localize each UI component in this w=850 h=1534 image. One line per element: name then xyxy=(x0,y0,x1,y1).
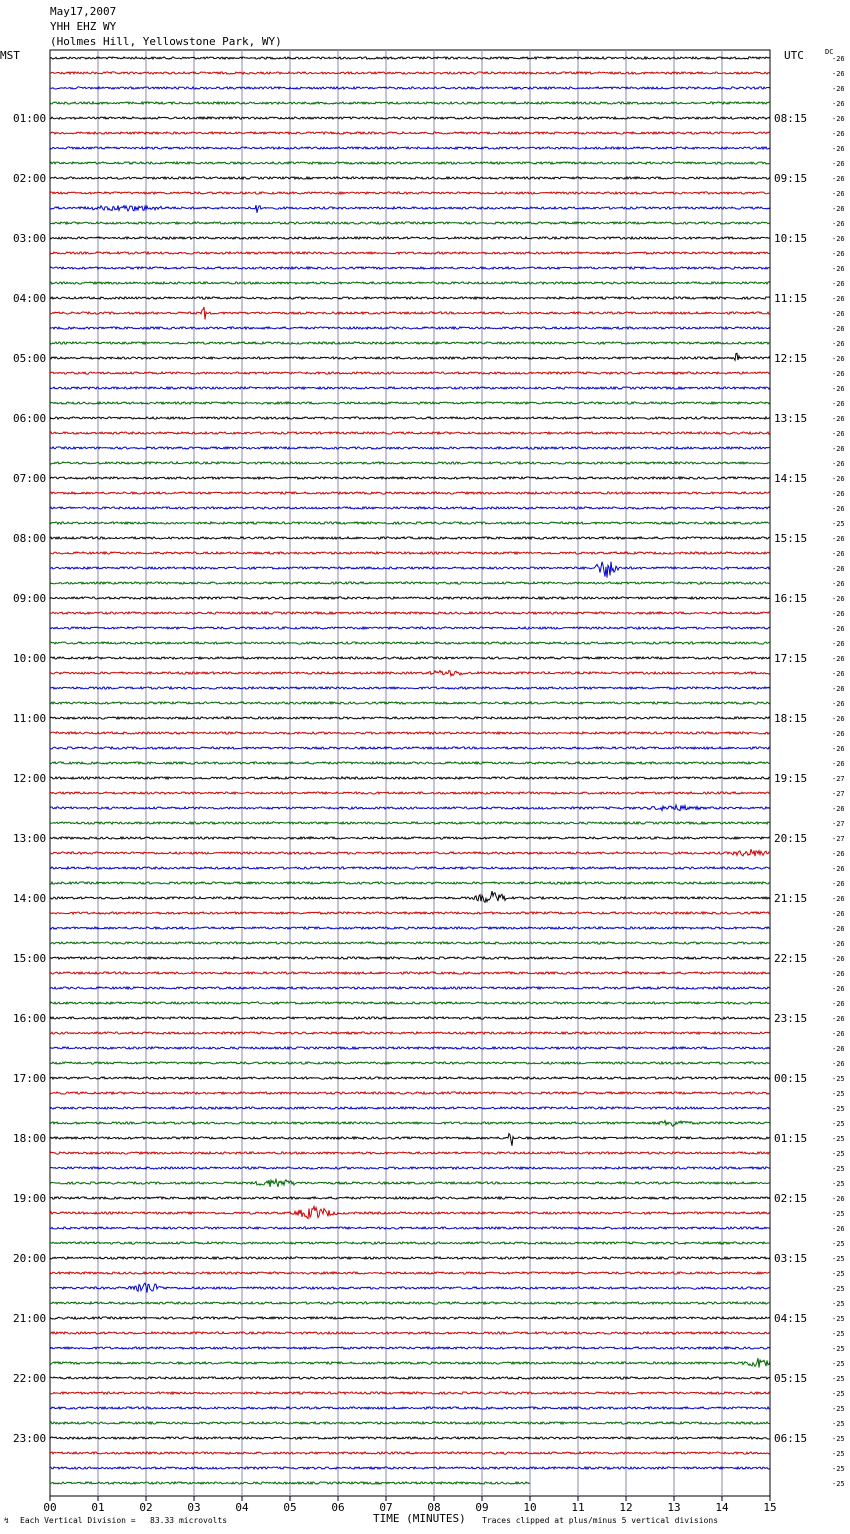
trace-line xyxy=(50,117,770,119)
trace-line xyxy=(50,477,770,479)
hour-label-right: 19:15 xyxy=(774,772,808,785)
trace-line xyxy=(50,642,770,644)
dc-offset-label: -25 xyxy=(832,1405,845,1413)
clip-note: Traces clipped at plus/minus 5 vertical divisions xyxy=(482,1516,719,1525)
trace-line xyxy=(50,447,770,449)
dc-offset-label: -26 xyxy=(832,190,845,198)
x-tick-label: 01 xyxy=(91,1501,105,1514)
hour-label-left: 04:00 xyxy=(13,292,47,305)
trace-line xyxy=(50,732,770,734)
dc-offset-label: -25 xyxy=(832,1240,845,1248)
trace-line xyxy=(50,1467,770,1469)
dc-offset-label: -26 xyxy=(832,925,845,933)
hour-label-right: 23:15 xyxy=(774,1012,808,1025)
x-tick-label: 13 xyxy=(667,1501,681,1514)
chart-subtitle: (Holmes Hill, Yellowstone Park, WY) xyxy=(50,35,282,48)
trace-line xyxy=(50,987,770,989)
dc-offset-label: -25 xyxy=(832,1300,845,1308)
trace-line xyxy=(50,627,770,629)
right-timezone-label: UTC xyxy=(784,49,804,62)
trace-line xyxy=(50,372,770,374)
dc-offset-label: -26 xyxy=(832,295,845,303)
trace-line xyxy=(50,612,770,614)
x-tick-label: 10 xyxy=(523,1501,537,1514)
trace-line xyxy=(50,882,770,884)
dc-offset-label: -26 xyxy=(832,580,845,588)
dc-offset-label: -26 xyxy=(832,595,845,603)
x-tick-label: 11 xyxy=(571,1501,585,1514)
trace-line xyxy=(50,237,770,239)
dc-offset-label: -26 xyxy=(832,325,845,333)
dc-offset-label: -26 xyxy=(832,355,845,363)
dc-offset-label: -25 xyxy=(832,1465,845,1473)
dc-offset-label: -26 xyxy=(832,370,845,378)
trace-line xyxy=(50,177,770,179)
trace-line xyxy=(50,297,770,299)
hour-label-right: 05:15 xyxy=(774,1372,808,1385)
hour-label-right: 17:15 xyxy=(774,652,808,665)
dc-offset-label: -26 xyxy=(832,220,845,228)
dc-offset-label: -26 xyxy=(832,445,845,453)
dc-offset-label: -26 xyxy=(832,625,845,633)
trace-line xyxy=(50,417,770,419)
trace-line xyxy=(50,792,770,794)
trace-line xyxy=(50,1167,770,1169)
dc-offset-label: -26 xyxy=(832,235,845,243)
dc-offset-label: -25 xyxy=(832,1390,845,1398)
trace-line xyxy=(50,849,770,856)
dc-offset-label: -26 xyxy=(832,940,845,948)
dc-offset-label: -26 xyxy=(832,865,845,873)
hour-label-right: 04:15 xyxy=(774,1312,808,1325)
dc-label: DC xyxy=(825,48,834,56)
dc-offset-label: -26 xyxy=(832,670,845,678)
dc-offset-label: -26 xyxy=(832,745,845,753)
hour-label-left: 05:00 xyxy=(13,352,47,365)
trace-line xyxy=(50,462,770,464)
trace-line xyxy=(50,1107,770,1109)
dc-offset-label: -26 xyxy=(832,505,845,513)
trace-line xyxy=(50,307,770,320)
trace-line xyxy=(50,522,770,524)
trace-line xyxy=(50,1197,770,1199)
dc-offset-label: -26 xyxy=(832,115,845,123)
hour-label-left: 21:00 xyxy=(13,1312,47,1325)
trace-line xyxy=(50,942,770,944)
dc-offset-label: -26 xyxy=(832,880,845,888)
dc-offset-label: -26 xyxy=(832,760,845,768)
hour-label-right: 22:15 xyxy=(774,952,808,965)
trace-line xyxy=(50,582,770,584)
chart-date: May17,2007 xyxy=(50,5,117,18)
dc-offset-label: -26 xyxy=(832,415,845,423)
dc-offset-label: -25 xyxy=(832,1165,845,1173)
dc-offset-label: -26 xyxy=(832,535,845,543)
dc-offset-label: -26 xyxy=(832,1045,845,1053)
trace-line xyxy=(50,353,770,360)
dc-offset-label: -26 xyxy=(832,985,845,993)
dc-offset-label: -26 xyxy=(832,130,845,138)
hour-label-left: 16:00 xyxy=(13,1012,47,1025)
dc-offset-label: -26 xyxy=(832,610,845,618)
x-tick-label: 00 xyxy=(43,1501,57,1514)
trace-line xyxy=(50,972,770,974)
hour-label-right: 15:15 xyxy=(774,532,808,545)
trace-line xyxy=(50,927,770,929)
trace-line xyxy=(50,657,770,659)
dc-offset-label: -26 xyxy=(832,460,845,468)
x-tick-label: 12 xyxy=(619,1501,633,1514)
dc-offset-label: -25 xyxy=(832,1450,845,1458)
trace-line xyxy=(50,597,770,599)
dc-offset-label: -25 xyxy=(832,1315,845,1323)
dc-offset-label: -26 xyxy=(832,145,845,153)
dc-offset-label: -25 xyxy=(832,1480,845,1488)
trace-line xyxy=(50,1358,770,1368)
x-tick-label: 03 xyxy=(187,1501,201,1514)
dc-offset-label: -26 xyxy=(832,475,845,483)
dc-offset-label: -26 xyxy=(832,1015,845,1023)
dc-offset-label: -26 xyxy=(832,895,845,903)
trace-line xyxy=(50,1152,770,1154)
dc-offset-label: -26 xyxy=(832,640,845,648)
hour-label-left: 01:00 xyxy=(13,112,47,125)
dc-offset-label: -26 xyxy=(832,850,845,858)
dc-offset-label: -25 xyxy=(832,1135,845,1143)
trace-line xyxy=(50,1392,770,1394)
hour-label-right: 08:15 xyxy=(774,112,808,125)
hour-label-left: 09:00 xyxy=(13,592,47,605)
hour-label-left: 12:00 xyxy=(13,772,47,785)
trace-line xyxy=(50,252,770,254)
scale-icon: ↯ xyxy=(4,1516,9,1525)
hour-label-left: 10:00 xyxy=(13,652,47,665)
dc-offset-label: -26 xyxy=(832,385,845,393)
dc-offset-label: -26 xyxy=(832,160,845,168)
dc-offset-label: -26 xyxy=(832,715,845,723)
trace-line xyxy=(50,717,770,719)
hour-label-right: 10:15 xyxy=(774,232,808,245)
left-timezone-label: MST xyxy=(0,49,20,62)
dc-offset-label: -26 xyxy=(832,55,845,63)
scale-note: Each Vertical Division = 83.33 microvolts xyxy=(20,1516,228,1525)
trace-line xyxy=(50,762,770,764)
trace-line xyxy=(50,687,770,689)
hour-label-right: 11:15 xyxy=(774,292,808,305)
trace-line xyxy=(50,402,770,404)
plot-frame xyxy=(50,50,770,1496)
trace-line xyxy=(50,1002,770,1004)
dc-offset-label: -25 xyxy=(832,1375,845,1383)
dc-offset-label: -26 xyxy=(832,805,845,813)
hour-label-left: 06:00 xyxy=(13,412,47,425)
trace-line xyxy=(50,282,770,284)
hour-label-left: 15:00 xyxy=(13,952,47,965)
trace-line xyxy=(50,1227,770,1229)
trace-line xyxy=(50,327,770,329)
trace-line xyxy=(50,1272,770,1274)
hour-label-left: 08:00 xyxy=(13,532,47,545)
dc-offset-label: -26 xyxy=(832,1030,845,1038)
chart-title: YHH EHZ WY xyxy=(50,20,117,33)
dc-offset-label: -26 xyxy=(832,910,845,918)
dc-offset-label: -27 xyxy=(832,820,845,828)
trace-line xyxy=(50,147,770,149)
trace-line xyxy=(50,1242,770,1244)
trace-line xyxy=(50,222,770,224)
trace-line xyxy=(50,1206,770,1218)
trace-line xyxy=(50,1422,770,1424)
dc-offset-label: -25 xyxy=(832,1360,845,1368)
trace-line xyxy=(50,747,770,749)
hour-label-right: 13:15 xyxy=(774,412,808,425)
trace-line xyxy=(50,1332,770,1334)
hour-label-left: 13:00 xyxy=(13,832,47,845)
trace-line xyxy=(50,777,770,779)
trace-line xyxy=(50,957,770,959)
hour-label-left: 14:00 xyxy=(13,892,47,905)
trace-line xyxy=(50,552,770,554)
hour-label-left: 19:00 xyxy=(13,1192,47,1205)
dc-offset-label: -26 xyxy=(832,700,845,708)
hour-label-right: 06:15 xyxy=(774,1432,808,1445)
hour-label-left: 20:00 xyxy=(13,1252,47,1265)
trace-line xyxy=(50,1317,770,1319)
trace-line xyxy=(50,912,770,914)
hour-label-right: 03:15 xyxy=(774,1252,808,1265)
hour-label-left: 17:00 xyxy=(13,1072,47,1085)
trace-line xyxy=(50,387,770,389)
dc-offset-label: -26 xyxy=(832,550,845,558)
dc-offset-label: -25 xyxy=(832,1435,845,1443)
x-tick-label: 07 xyxy=(379,1501,393,1514)
trace-line xyxy=(50,1077,770,1079)
dc-offset-label: -26 xyxy=(832,955,845,963)
trace-line xyxy=(50,492,770,494)
trace-line xyxy=(50,702,770,704)
dc-offset-label: -25 xyxy=(832,1090,845,1098)
x-tick-label: 06 xyxy=(331,1501,345,1514)
dc-offset-label: -25 xyxy=(832,520,845,528)
trace-line xyxy=(50,192,770,194)
hour-label-right: 09:15 xyxy=(774,172,808,185)
dc-offset-label: -25 xyxy=(832,1210,845,1218)
trace-line xyxy=(50,805,770,811)
x-tick-label: 08 xyxy=(427,1501,441,1514)
trace-line xyxy=(50,1283,770,1292)
dc-offset-label: -26 xyxy=(832,565,845,573)
dc-offset-label: -26 xyxy=(832,310,845,318)
trace-line xyxy=(50,837,770,839)
trace-line xyxy=(50,562,770,578)
trace-line xyxy=(50,87,770,89)
x-tick-label: 02 xyxy=(139,1501,153,1514)
trace-line xyxy=(50,891,770,902)
dc-offset-label: -26 xyxy=(832,490,845,498)
dc-offset-label: -25 xyxy=(832,1330,845,1338)
dc-offset-label: -26 xyxy=(832,175,845,183)
trace-line xyxy=(50,432,770,434)
trace-line xyxy=(50,1121,770,1127)
dc-offset-label: -25 xyxy=(832,1075,845,1083)
dc-offset-label: -26 xyxy=(832,100,845,108)
dc-offset-label: -26 xyxy=(832,340,845,348)
hour-label-left: 11:00 xyxy=(13,712,47,725)
hour-label-left: 18:00 xyxy=(13,1132,47,1145)
hour-label-right: 02:15 xyxy=(774,1192,808,1205)
trace-line xyxy=(50,162,770,164)
x-tick-label: 05 xyxy=(283,1501,297,1514)
trace-line xyxy=(50,1092,770,1094)
hour-label-right: 01:15 xyxy=(774,1132,808,1145)
hour-label-left: 23:00 xyxy=(13,1432,47,1445)
dc-offset-label: -25 xyxy=(832,1420,845,1428)
hour-label-left: 22:00 xyxy=(13,1372,47,1385)
trace-line xyxy=(50,72,770,74)
dc-offset-label: -25 xyxy=(832,1285,845,1293)
dc-offset-label: -26 xyxy=(832,1195,845,1203)
hour-label-right: 12:15 xyxy=(774,352,808,365)
trace-line xyxy=(50,1047,770,1049)
dc-offset-label: -26 xyxy=(832,400,845,408)
dc-offset-label: -26 xyxy=(832,430,845,438)
dc-offset-label: -25 xyxy=(832,1255,845,1263)
dc-offset-label: -26 xyxy=(832,1000,845,1008)
trace-line xyxy=(50,1257,770,1259)
hour-label-right: 16:15 xyxy=(774,592,808,605)
dc-offset-label: -25 xyxy=(832,1270,845,1278)
dc-offset-label: -27 xyxy=(832,835,845,843)
x-axis-label: TIME (MINUTES) xyxy=(373,1512,466,1525)
dc-offset-label: -26 xyxy=(832,205,845,213)
dc-offset-label: -25 xyxy=(832,1120,845,1128)
hour-label-right: 18:15 xyxy=(774,712,808,725)
hour-label-right: 21:15 xyxy=(774,892,808,905)
trace-line xyxy=(50,1347,770,1349)
trace-line xyxy=(50,342,770,344)
dc-offset-label: -26 xyxy=(832,265,845,273)
trace-line xyxy=(50,1032,770,1034)
dc-offset-label: -27 xyxy=(832,775,845,783)
trace-line xyxy=(50,1452,770,1454)
dc-offset-label: -25 xyxy=(832,1345,845,1353)
trace-line xyxy=(50,102,770,104)
trace-line xyxy=(50,205,770,213)
dc-offset-label: -26 xyxy=(832,85,845,93)
dc-offset-label: -26 xyxy=(832,970,845,978)
dc-offset-label: -26 xyxy=(832,1060,845,1068)
hour-label-right: 00:15 xyxy=(774,1072,808,1085)
hour-label-right: 20:15 xyxy=(774,832,808,845)
trace-line xyxy=(50,867,770,869)
dc-offset-label: -25 xyxy=(832,1105,845,1113)
trace-line xyxy=(50,1302,770,1304)
dc-offset-label: -26 xyxy=(832,730,845,738)
hour-label-left: 03:00 xyxy=(13,232,47,245)
x-tick-label: 15 xyxy=(763,1501,777,1514)
dc-offset-label: -25 xyxy=(832,1180,845,1188)
dc-offset-label: -26 xyxy=(832,280,845,288)
x-tick-label: 14 xyxy=(715,1501,729,1514)
trace-line xyxy=(50,537,770,539)
trace-line xyxy=(50,1377,770,1379)
x-tick-label: 09 xyxy=(475,1501,489,1514)
dc-offset-label: -26 xyxy=(832,655,845,663)
dc-offset-label: -26 xyxy=(832,70,845,78)
hour-label-right: 14:15 xyxy=(774,472,808,485)
trace-line xyxy=(50,1407,770,1409)
dc-offset-label: -26 xyxy=(832,1225,845,1233)
trace-line xyxy=(50,822,770,824)
trace-line xyxy=(50,1437,770,1439)
trace-line xyxy=(50,1017,770,1019)
dc-offset-label: -27 xyxy=(832,790,845,798)
trace-line xyxy=(50,507,770,509)
trace-line xyxy=(50,57,770,59)
hour-label-left: 07:00 xyxy=(13,472,47,485)
dc-offset-label: -25 xyxy=(832,1150,845,1158)
trace-line xyxy=(50,1179,770,1187)
trace-line xyxy=(50,1134,770,1146)
trace-line xyxy=(50,1062,770,1064)
hour-label-left: 02:00 xyxy=(13,172,47,185)
trace-line xyxy=(50,671,770,676)
trace-line xyxy=(50,132,770,134)
dc-offset-label: -26 xyxy=(832,685,845,693)
dc-offset-label: -26 xyxy=(832,250,845,258)
trace-line xyxy=(50,267,770,269)
x-tick-label: 04 xyxy=(235,1501,249,1514)
